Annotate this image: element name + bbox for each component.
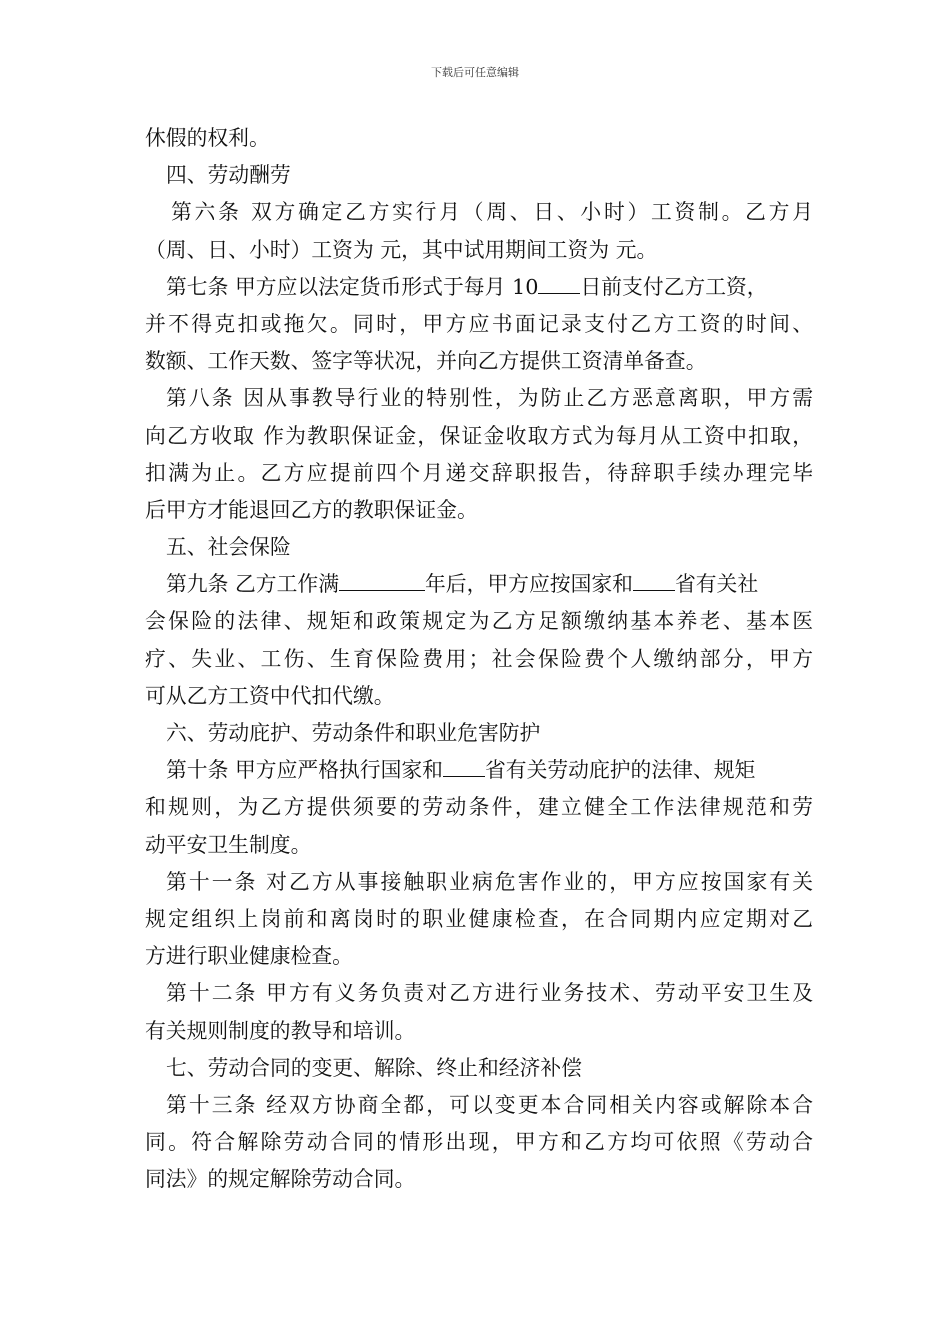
section-heading: 五、社会保险: [166, 535, 291, 560]
text-line: 疗、失业、工伤、生育保险费用；社会保险费个人缴纳部分，甲方: [145, 646, 813, 671]
text-line: 可从乙方工资中代扣代缴。: [145, 683, 395, 708]
text-line: 向乙方收取 作为教职保证金，保证金收取方式为每月从工资中扣取，: [145, 423, 813, 448]
text-line: 第十条 甲方应严格执行国家和 省有关劳动庇护的法律、规矩: [166, 758, 756, 783]
text-line: 数额、工作天数、签字等状况，并向乙方提供工资清单备查。: [145, 349, 707, 374]
text-line: 会保险的法律、规矩和政策规定为乙方足额缴纳基本养老、基本医: [145, 609, 813, 634]
text-line: 和规则，为乙方提供须要的劳动条件，建立健全工作法律规范和劳: [145, 795, 813, 820]
text-line: 动平安卫生制度。: [145, 832, 312, 857]
text-line: 第十三条 经双方协商全都，可以变更本合同相关内容或解除本合: [166, 1092, 813, 1117]
text-line: 第九条 乙方工作满 年后，甲方应按国家和 省有关社: [166, 572, 759, 597]
text-line: 休假的权利。: [145, 126, 270, 150]
text-line: 第七条 甲方应以法定货币形式于每月 10 日前支付乙方工资，: [166, 274, 768, 299]
blank-underline: [538, 292, 580, 294]
page-header: 下载后可任意编辑: [431, 66, 519, 79]
text-line: 第十一条 对乙方从事接触职业病危害作业的，甲方应按国家有关: [166, 869, 813, 894]
text-line: （周、日、小时）工资为 元，其中试用期间工资为 元。: [145, 237, 658, 262]
text-line: 并不得克扣或拖欠。同时，甲方应书面记录支付乙方工资的时间、: [145, 311, 813, 336]
text-line: 第十二条 甲方有义务负责对乙方进行业务技术、劳动平安卫生及: [166, 981, 813, 1006]
text-line: 后甲方才能退回乙方的教职保证金。: [145, 497, 478, 522]
text-line: 扣满为止。乙方应提前四个月递交辞职报告，待辞职手续办理完毕: [145, 460, 813, 485]
text-line: 规定组织上岗前和离岗时的职业健康检查，在合同期内应定期对乙: [145, 906, 813, 931]
blank-underline: [339, 589, 425, 591]
blank-underline: [443, 775, 485, 777]
text-line: 第八条 因从事教导行业的特别性，为防止乙方恶意离职，甲方需: [166, 386, 813, 411]
section-heading: 六、劳动庇护、劳动条件和职业危害防护: [166, 721, 541, 745]
blank-underline: [633, 589, 675, 591]
text-line: 同。符合解除劳动合同的情形出现，甲方和乙方均可依照《劳动合: [145, 1130, 813, 1155]
section-heading: 七、劳动合同的变更、解除、终止和经济补偿: [166, 1055, 582, 1080]
text-line: 同法》的规定解除劳动合同。: [145, 1167, 416, 1192]
text-line: 第六条 双方确定乙方实行月（周、日、小时）工资制。乙方月: [171, 200, 813, 225]
text-line: 方进行职业健康检查。: [145, 944, 353, 969]
document-body: [145, 120, 813, 1198]
text-line: 有关规则制度的教导和培训。: [145, 1018, 416, 1043]
section-heading: 四、劳动酬劳: [166, 163, 291, 188]
